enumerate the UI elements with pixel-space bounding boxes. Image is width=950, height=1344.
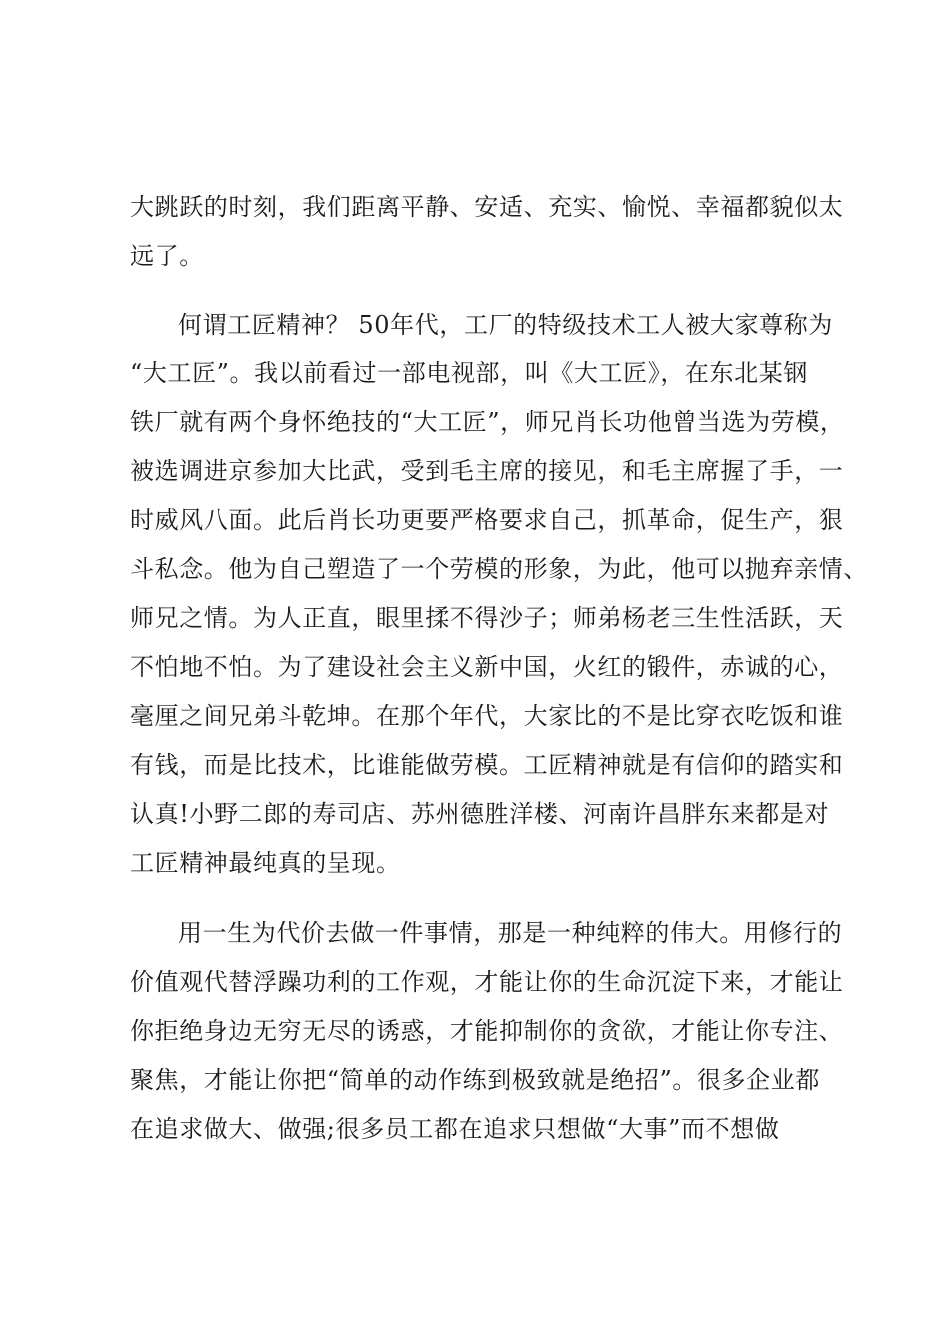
paragraph-2-line-6: 斗私念。他为自己塑造了一个劳模的形象，为此，他可以抛弃亲情、 <box>130 555 868 583</box>
paragraph-2-line-7: 师兄之情。为人正直，眼里揉不得沙子；师弟杨老三生性活跃，天 <box>130 604 844 632</box>
paragraph-2-line-4: 被选调进京参加大比武，受到毛主席的接见，和毛主席握了手，一 <box>130 457 844 485</box>
paragraph-2-line-8: 不怕地不怕。为了建设社会主义新中国，火红的锻件，赤诚的心， <box>130 653 844 681</box>
paragraph-1-line-1: 大跳跃的时刻，我们距离平静、安适、充实、愉悦、幸福都貌似太 <box>130 193 844 221</box>
paragraph-2-line-12: 工匠精神最纯真的呈现。 <box>130 849 401 877</box>
paragraph-2-line-1: 何谓工匠精神？ 50年代，工厂的特级技术工人被大家尊称为 <box>178 311 833 339</box>
paragraph-2-line-5: 时威风八面。此后肖长功更要严格要求自己，抓革命，促生产，狠 <box>130 506 844 534</box>
paragraph-3-line-4: 聚焦，才能让你把“简单的动作练到极致就是绝招”。很多企业都 <box>130 1066 820 1094</box>
paragraph-2-line-2: “大工匠”。我以前看过一部电视部，叫《大工匠》，在东北某钢 <box>130 359 808 387</box>
paragraph-2-line-9: 毫厘之间兄弟斗乾坤。在那个年代，大家比的不是比穿衣吃饭和谁 <box>130 702 844 730</box>
paragraph-2-line-10: 有钱，而是比技术，比谁能做劳模。工匠精神就是有信仰的踏实和 <box>130 751 844 779</box>
paragraph-3-line-2: 价值观代替浮躁功利的工作观，才能让你的生命沉淀下来，才能让 <box>130 968 844 996</box>
paragraph-2-line-11: 认真!小野二郎的寿司店、苏州德胜洋楼、河南许昌胖东来都是对 <box>130 800 830 828</box>
paragraph-2-line-3: 铁厂就有两个身怀绝技的“大工匠”，师兄肖长功他曾当选为劳模， <box>130 408 845 436</box>
paragraph-1-line-2: 远了。 <box>130 242 204 270</box>
paragraph-3-line-5: 在追求做大、做强;很多员工都在追求只想做“大事”而不想做 <box>130 1115 780 1143</box>
paragraph-3-line-1: 用一生为代价去做一件事情，那是一种纯粹的伟大。用修行的 <box>178 919 843 947</box>
paragraph-3-line-3: 你拒绝身边无穷无尽的诱惑，才能抑制你的贪欲，才能让你专注、 <box>130 1017 844 1045</box>
